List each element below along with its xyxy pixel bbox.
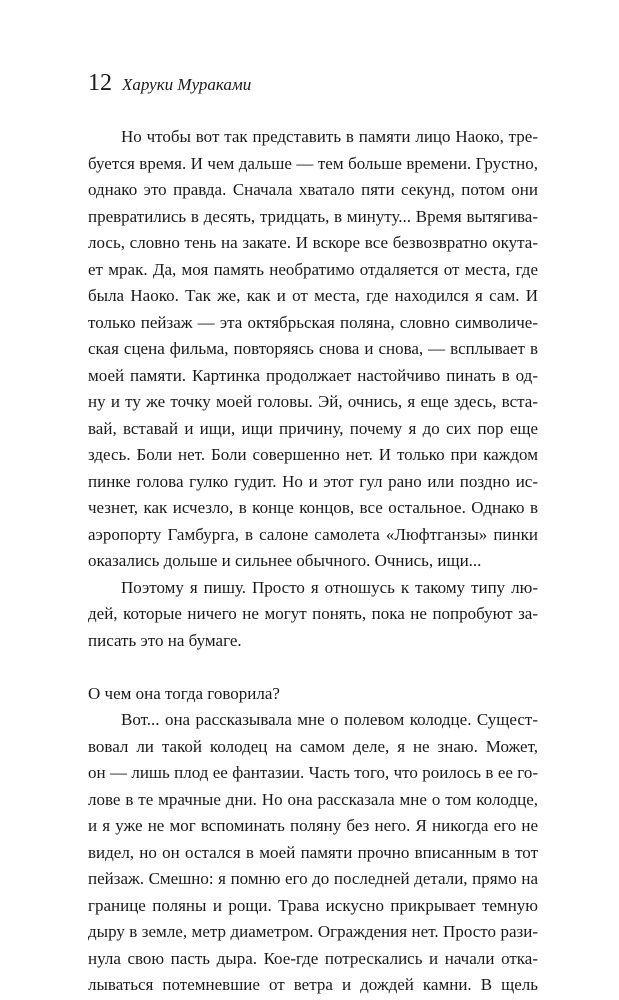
text-line: нула свою пасть дыра. Кое-где потрескались и начали отка- <box>88 948 538 968</box>
text-line: моей памяти. Картинка продолжает настойчиво пинать в од- <box>88 365 538 385</box>
page-number: 12 <box>88 70 112 96</box>
text-line: чезнет, как исчезло, в конце концов, все остальное. Однако в <box>88 498 538 517</box>
text-line: и я уже не мог вспоминать поляну без него. Я никогда его не <box>88 816 538 835</box>
text-line: оказались дольше и сильнее обычного. Очнись, ищи... <box>88 551 482 570</box>
text-line: лываться потемневшие от ветра и дождей камни. В щель <box>88 975 538 994</box>
text-line: вовал ли такой колодец на самом деле, я не знаю. Может, <box>88 736 538 756</box>
text-line: ну и ту же точку моей головы. Эй, очнись, я еще здесь, вста- <box>88 392 538 411</box>
paragraph <box>88 124 538 575</box>
paragraph-gap <box>88 654 538 681</box>
text-line: ская сцена фильма, повторяясь снова и снова, — всплывает в <box>88 339 538 358</box>
text-line: лове в те мрачные дни. Но она рассказала мне о том колодце, <box>88 789 538 809</box>
text-line: видел, но он остался в моей памяти прочно вписанным в тот <box>88 842 538 862</box>
body-text <box>88 124 538 999</box>
paragraph <box>88 707 538 999</box>
text-line: только пейзаж — эта октябрьская поляна, словно символиче- <box>88 312 538 332</box>
text-line: Вот... она рассказывала мне о полевом колодце. Сущест- <box>121 710 538 729</box>
text-line: дей, которые ничего не могут понять, пока не попробуют за- <box>88 604 538 623</box>
text-line: пейзаж. Смешно: я помню его до последней детали, прямо на <box>88 869 538 888</box>
paragraph <box>88 575 538 655</box>
paragraph <box>88 681 538 708</box>
running-head: Харуки Мураками <box>122 75 252 94</box>
text-line: здесь. Боли нет. Боли совершенно нет. И только при каждом <box>88 445 538 464</box>
text-line: однако это правда. Сначала хватало пяти секунд, потом они <box>88 180 538 199</box>
text-line: ет мрак. Да, моя память необратимо отдаляется от места, где <box>88 259 538 279</box>
text-line: писать это на бумаге. <box>88 630 242 650</box>
text-line: дыру в земле, метр диаметром. Ограждения нет. Просто рази- <box>88 922 538 941</box>
text-line: была Наоко. Так же, как и от места, где находился я сам. И <box>88 286 538 305</box>
text-line: лось, словно тень на закате. И вскоре все безвозвратно окута- <box>88 233 538 252</box>
text-line: границе поляны и рощи. Трава искусно прикрывает темную <box>88 895 538 915</box>
text-line: превратились в десять, тридцать, в минуту... Время вытягива- <box>88 206 538 226</box>
text-line: Поэтому я пишу. Просто я отношусь к такому типу лю- <box>121 577 538 597</box>
text-line: Но чтобы вот так представить в памяти лицо Наоко, тре- <box>121 127 538 146</box>
text-line: буется время. И чем дальше — тем больше времени. Грустно, <box>88 153 538 173</box>
page-header <box>88 70 251 97</box>
text-line: вай, вставай и ищи, ищи причину, почему я до сих пор еще <box>88 418 538 438</box>
text-line: аэропорту Гамбурга, в салоне самолета «Люфтганзы» пинки <box>88 524 538 544</box>
text-line: он — лишь плод ее фантазии. Часть того, что роилось в ее го- <box>88 763 538 782</box>
text-line: О чем она тогда говорила? <box>88 683 280 703</box>
text-line: пинке голова гулко гудит. Но и этот гул рано или поздно ис- <box>88 471 538 491</box>
